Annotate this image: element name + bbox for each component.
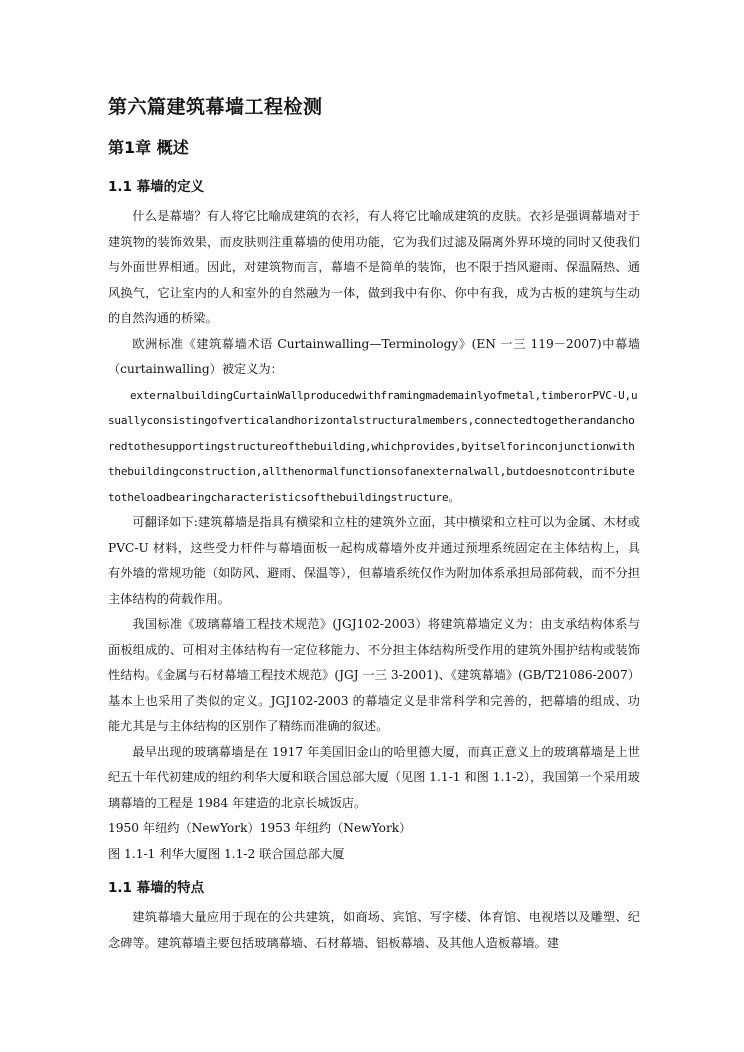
- section-title-features: 1.1 幕墙的特点: [108, 880, 205, 896]
- paragraph-translation: 可翻译如下:建筑幕墙是指具有横梁和立柱的建筑外立面，其中横梁和立柱可以为金属、木材或 PVC-U 材料，这些受力杆件与幕墙面板一起构成幕墙外皮并通过预埋系统固定在主体结构上，具有外墙的常规功能（如防风、避雨、保温等），但幕墙系统仅作为附加体系承担局部荷载，而不分担主体结构的荷载作用。: [108, 515, 640, 606]
- figure-caption-names: 图 1.1-1 利华大厦图 1.1-2 联合国总部大厦: [108, 846, 345, 861]
- chapter-title: 第1章 概述: [108, 138, 189, 157]
- paragraph-english-definition: externalbuildingCurtainWallproducedwithframingmademainlyofmetal,timberorPVC-U,usuallyconsistingofverticalandhorizontalstructuralmembers,connectedtogetherandanchoredtothesupportingstructureofthebuilding,whichprovides,byitselforinconjunctionwiththebuildingconstruction,allthenormalfunctionsofanexternalwall,butdoesnotcontributetotheloadbearingcharacteristicsofthebuildingstructure。: [108, 388, 638, 504]
- document-page: [108, 88, 640, 956]
- paragraph-chinese-standard: 我国标准《玻璃幕墙工程技术规范》(JGJ102-2003）将建筑幕墙定义为：由支承结构体系与面板组成的、可相对主体结构有一定位移能力、不分担主体结构所受作用的建筑外围护结构或装饰性结构。《金属与石材幕墙工程技术规范》(JGJ 一三 3-2001)、《建筑幕墙》(GB/T21086-2007）基本上也采用了类似的定义。JGJ102-2003 的幕墙定义是非常科学和完善的，把幕墙的组成、功能尤其是与主体结构的区别作了精练而准确的叙述。: [108, 617, 640, 733]
- section-features: [108, 877, 640, 956]
- paragraph-intro: 什么是幕墙？有人将它比喻成建筑的衣衫，有人将它比喻成建筑的皮肤。衣衫是强调幕墙对于建筑物的装饰效果，而皮肤则注重幕墙的使用功能，它为我们过滤及隔离外界环境的同时又使我们与外面世界相通。因此，对建筑物而言，幕墙不是简单的装饰，也不限于挡风避雨、保温隔热、通风换气，它让室内的人和室外的自然融为一体，做到我中有你、你中有我，成为古板的建筑与生动的自然沟通的桥梁。: [108, 209, 640, 325]
- paragraph-european-standard: 欧洲标准《建筑幕墙术语 Curtainwalling—Terminology》(EN 一三 119－2007)中幕墙（curtainwalling）被定义为：: [108, 336, 640, 376]
- section-title-definition: 1.1 幕墙的定义: [108, 179, 205, 195]
- paragraph-history: 最早出现的玻璃幕墙是在 1917 年美国旧金山的哈里德大厦，而真正意义上的玻璃幕墙是上世纪五十年代初建成的纽约利华大厦和联合国总部大厦（见图 1.1-1 和图 1.1-2），我国第一个采用玻璃幕墙的工程是 1984 年建造的北京长城饭店。: [108, 744, 640, 810]
- paragraph-features: 建筑幕墙大量应用于现在的公共建筑，如商场、宾馆、写字楼、体育馆、电视塔以及雕塑、纪念碑等。建筑幕墙主要包括玻璃幕墙、石材幕墙、铝板幕墙、及其他人造板幕墙。建: [108, 910, 640, 950]
- part-title: 第六篇建筑幕墙工程检测: [108, 96, 323, 118]
- figure-caption-years: 1950 年纽约（NewYork）1953 年纽约（NewYork）: [108, 821, 412, 835]
- section-definition: [108, 176, 640, 867]
